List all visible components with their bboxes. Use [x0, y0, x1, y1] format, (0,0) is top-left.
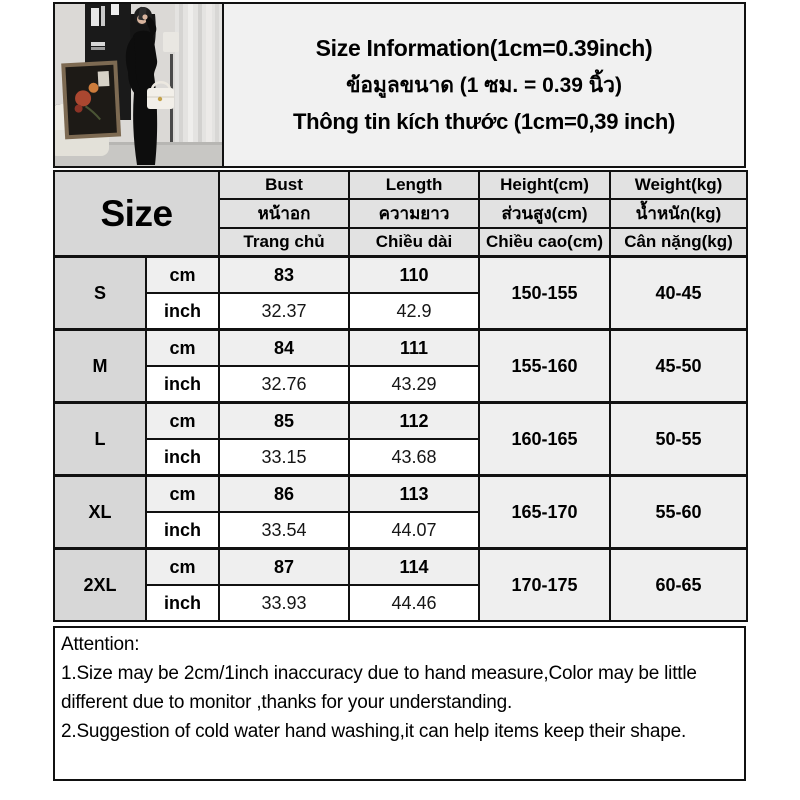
bust-inch-value: 33.93 — [219, 585, 349, 621]
size-label-xl: XL — [54, 476, 146, 549]
length-inch-value: 43.68 — [349, 439, 479, 476]
height-range: 160-165 — [479, 403, 610, 476]
col-header-weight-th: น้ำหนัก(kg) — [610, 199, 747, 228]
curtain-illustration — [175, 4, 222, 154]
table-row-xl-cm — [54, 476, 747, 513]
length-cm-value: 111 — [349, 330, 479, 367]
weight-range: 40-45 — [610, 257, 747, 330]
header-section — [53, 2, 746, 168]
bust-cm-value: 86 — [219, 476, 349, 513]
size-corner-label: Size — [54, 171, 219, 257]
col-header-length-en: Length — [349, 171, 479, 199]
col-header-bust-en: Bust — [219, 171, 349, 199]
length-inch-value: 44.46 — [349, 585, 479, 621]
table-row-s-cm — [54, 257, 747, 294]
size-label-m: M — [54, 330, 146, 403]
unit-cm: cm — [146, 549, 219, 586]
bust-cm-value: 83 — [219, 257, 349, 294]
unit-cm: cm — [146, 476, 219, 513]
unit-inch: inch — [146, 439, 219, 476]
attention-notes — [53, 626, 746, 781]
unit-inch: inch — [146, 585, 219, 621]
unit-cm: cm — [146, 330, 219, 367]
col-header-height-en: Height(cm) — [479, 171, 610, 199]
height-range: 165-170 — [479, 476, 610, 549]
title-box — [222, 4, 744, 166]
bust-inch-value: 33.54 — [219, 512, 349, 549]
weight-range: 45-50 — [610, 330, 747, 403]
col-header-bust-th: หน้าอก — [219, 199, 349, 228]
unit-inch: inch — [146, 366, 219, 403]
bust-cm-value: 87 — [219, 549, 349, 586]
bust-inch-value: 32.76 — [219, 366, 349, 403]
height-range: 170-175 — [479, 549, 610, 622]
col-header-length-vi: Chiều dài — [349, 228, 479, 257]
title-vietnamese: Thông tin kích thước (1cm=0,39 inch) — [293, 109, 675, 134]
table-row-m-cm — [54, 330, 747, 367]
size-info-sheet — [53, 2, 746, 781]
length-inch-value: 43.29 — [349, 366, 479, 403]
title-thai: ข้อมูลขนาด (1 ซม. = 0.39 นิ้ว) — [346, 74, 622, 97]
table-row-l-cm — [54, 403, 747, 440]
col-header-height-th: ส่วนสูง(cm) — [479, 199, 610, 228]
bust-cm-value: 84 — [219, 330, 349, 367]
bust-inch-value: 32.37 — [219, 293, 349, 330]
unit-inch: inch — [146, 512, 219, 549]
unit-cm: cm — [146, 257, 219, 294]
title-english: Size Information(1cm=0.39inch) — [315, 35, 653, 61]
length-cm-value: 114 — [349, 549, 479, 586]
size-label-2xl: 2XL — [54, 549, 146, 622]
col-header-weight-vi: Cân nặng(kg) — [610, 228, 747, 257]
height-range: 155-160 — [479, 330, 610, 403]
weight-range: 60-65 — [610, 549, 747, 622]
framed-picture-illustration — [61, 61, 121, 140]
attention-heading: Attention: — [61, 634, 140, 655]
unit-inch: inch — [146, 293, 219, 330]
size-table — [53, 170, 748, 622]
length-cm-value: 113 — [349, 476, 479, 513]
col-header-length-th: ความยาว — [349, 199, 479, 228]
weight-range: 55-60 — [610, 476, 747, 549]
col-header-weight-en: Weight(kg) — [610, 171, 747, 199]
header-row-english — [54, 171, 747, 199]
bust-cm-value: 85 — [219, 403, 349, 440]
length-inch-value: 44.07 — [349, 512, 479, 549]
col-header-height-vi: Chiều cao(cm) — [479, 228, 610, 257]
product-photo — [55, 4, 222, 166]
weight-range: 50-55 — [610, 403, 747, 476]
attention-note-2: 2.Suggestion of cold water hand washing,it can help items keep their shape. — [61, 720, 687, 742]
size-label-l: L — [54, 403, 146, 476]
size-label-s: S — [54, 257, 146, 330]
product-photo-illustration — [55, 4, 222, 166]
length-cm-value: 110 — [349, 257, 479, 294]
height-range: 150-155 — [479, 257, 610, 330]
length-inch-value: 42.9 — [349, 293, 479, 330]
col-header-bust-vi: Trang chủ — [219, 228, 349, 257]
attention-note-1: 1.Size may be 2cm/1inch inaccuracy due to hand measure,Color may be little different due to monitor ,thanks for your understanding. — [61, 662, 697, 713]
unit-cm: cm — [146, 403, 219, 440]
length-cm-value: 112 — [349, 403, 479, 440]
table-row-2xl-cm — [54, 549, 747, 586]
bust-inch-value: 33.15 — [219, 439, 349, 476]
